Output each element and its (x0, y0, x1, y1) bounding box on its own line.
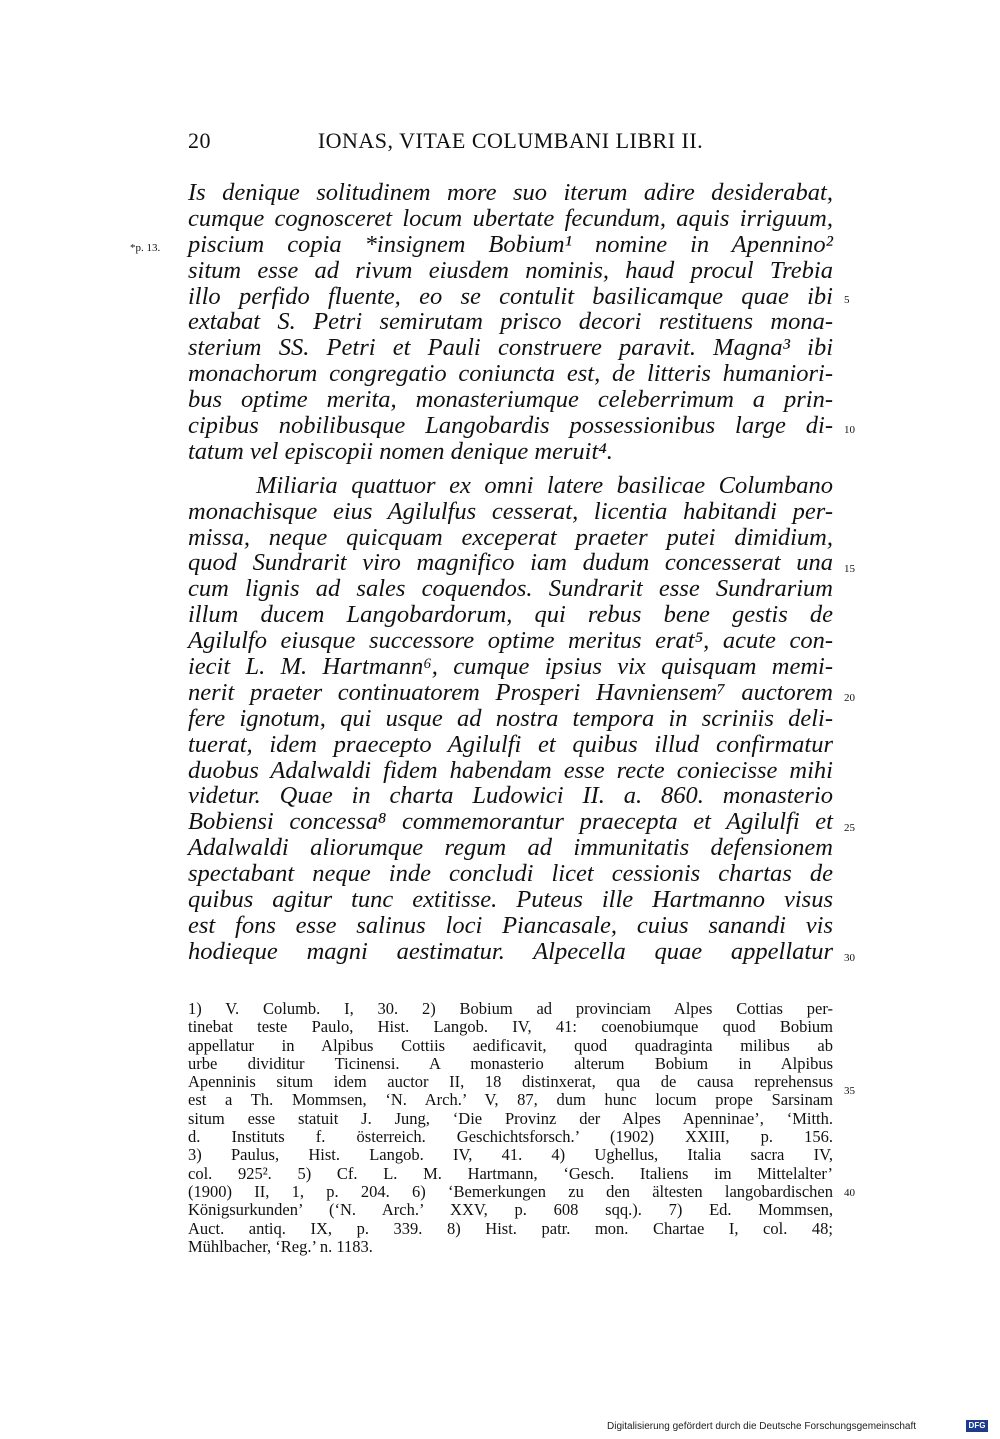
text-line: hodieque magni aestimatur. Alpecella quae appellatur (188, 937, 833, 965)
text-line: illo perfido fluente, eo se contulit basilicamque quae ibi (188, 282, 833, 310)
text-line: missa, neque quicquam exceperat praeter putei dimidium, (188, 523, 833, 551)
text-line: sterium SS. Petri et Pauli construere paravit. Magna³ ibi (188, 334, 833, 362)
text-line: tatum vel episcopii nomen denique meruit⁴. (188, 437, 613, 465)
footnote-line: 1) V. Columb. I, 30. 2) Bobium ad provinciam Alpes Cottias per- (188, 999, 833, 1018)
line-number: 10 (844, 424, 855, 436)
line-number: 20 (844, 692, 855, 704)
footnote-line-number: 40 (844, 1187, 855, 1199)
footnote-line: 3) Paulus, Hist. Langob. IV, 41. 4) Ughellus, Italia sacra IV, (188, 1145, 833, 1165)
text-line: fere ignotum, qui usque ad nostra tempora in scriniis deli- (188, 704, 833, 732)
text-line: cumque cognosceret locum ubertate fecundum, aquis irriguum, (188, 204, 833, 232)
footnote-line-number: 35 (844, 1085, 855, 1097)
footnote-line: appellatur in Alpibus Cottiis aedificavit, quod quadraginta milibus ab (188, 1035, 833, 1055)
margin-reference: *p. 13. (130, 242, 161, 254)
text-line: cum lignis ad sales coquendos. Sundrarit esse Sundrarium (188, 575, 833, 603)
footnote-line: est a Th. Mommsen, ‘N. Arch.’ V, 87, dum hunc locum prope Sarsinam (188, 1090, 833, 1110)
text-line: Agilulfo eiusque successore optime meritus erat⁵, acute con- (188, 627, 833, 655)
text-line: Is denique solitudinem more suo iterum adire desiderabat, (188, 179, 833, 206)
line-number: 15 (844, 563, 855, 575)
page-number: 20 (188, 128, 211, 153)
text-line: quibus agitur tunc extitisse. Puteus ille Hartmanno visus (188, 886, 833, 914)
footnote-line: tinebat teste Paulo, Hist. Langob. IV, 41: coenobiumque quod Bobium (188, 1017, 833, 1037)
footnote-line: urbe dividitur Ticinensi. A monasterio alterum Bobium in Alpibus (188, 1053, 833, 1073)
text-line: spectabant neque inde concludi licet cessionis chartas de (188, 860, 833, 888)
running-head (188, 128, 833, 158)
text-line: duobus Adalwaldi fidem habendam esse recte coniecisse mihi (188, 756, 833, 784)
text-line: monachisque eius Agilulfus cesserat, licentia habitandi per- (188, 497, 833, 525)
footnote-line: Apenninis situm idem auctor II, 18 distinxerat, qua de causa reprehensus (188, 1072, 833, 1092)
text-line: videtur. Quae in charta Ludowici II. a. 860. monasterio (188, 782, 833, 810)
page-title: IONAS, VITAE COLUMBANI LIBRI II. (317, 128, 704, 153)
footnote-line: situm esse statuit J. Jung, ‘Die Provinz der Alpes Apenninae’, ‘Mitth. (188, 1108, 833, 1128)
main-text (188, 180, 833, 965)
text-line: situm esse ad rivum eiusdem nominis, haud procul Trebia (188, 256, 833, 284)
footnote-line: (1900) II, 1, p. 204. 6) ‘Bemerkungen zu den ältesten langobardischen (188, 1181, 833, 1201)
text-line: Bobiensi concessa⁸ commemorantur praecepta et Agilulfi et (188, 808, 833, 836)
footnote-line: Königsurkunden’ (‘N. Arch.’ XXV, p. 608 sqq.). 7) Ed. Mommsen, (188, 1200, 833, 1220)
footnotes (188, 1000, 833, 1256)
footnote-line: d. Instituts f. österreich. Geschichtsforsch.’ (1902) XXIII, p. 156. (188, 1127, 833, 1147)
text-line: bus optime merita, monasteriumque celeberrimum a prin- (188, 386, 833, 414)
text-line: extabat S. Petri semirutam prisco decori restituens mona- (188, 308, 833, 336)
text-line: illum ducem Langobardorum, qui rebus bene gestis de (188, 601, 833, 629)
text-line: iecit L. M. Hartmann⁶, cumque ipsius vix quisquam memi- (188, 653, 833, 681)
text-line: nerit praeter continuatorem Prosperi Havniensem⁷ auctorem (188, 678, 833, 706)
text-line: est fons esse salinus loci Piancasale, cuius sanandi vis (188, 911, 833, 939)
text-line: Adalwaldi aliorumque regum ad immunitatis defensionem (188, 834, 833, 862)
footnote-line: Auct. antiq. IX, p. 339. 8) Hist. patr. mon. Chartae I, col. 48; (188, 1218, 833, 1238)
line-number: 5 (844, 294, 850, 306)
line-number: 30 (844, 952, 855, 964)
text-line: piscium copia *insignem Bobium¹ nomine in Apennino² (188, 230, 833, 258)
text-line: Miliaria quattuor ex omni latere basilicae Columbano (256, 471, 833, 499)
text-line: tuerat, idem praecepto Agilulfi et quibus illud confirmatur (188, 730, 833, 758)
footnote-line: Mühlbacher, ‘Reg.’ n. 1183. (188, 1236, 373, 1256)
text-line: quod Sundrarit viro magnifico iam dudum concesserat una (188, 549, 833, 577)
text-line: cipibus nobilibusque Langobardis possessionibus large di- (188, 412, 833, 440)
footnote-line: col. 925². 5) Cf. L. M. Hartmann, ‘Gesch. Italiens im Mittelalter’ (188, 1163, 833, 1183)
dfg-logo: DFG (966, 1420, 988, 1432)
digitization-credit: Digitalisierung gefördert durch die Deutsche Forschungsgemeinschaft (607, 1421, 917, 1432)
text-line: monachorum congregatio coniuncta est, de litteris humaniori- (188, 360, 833, 388)
line-number: 25 (844, 822, 855, 834)
